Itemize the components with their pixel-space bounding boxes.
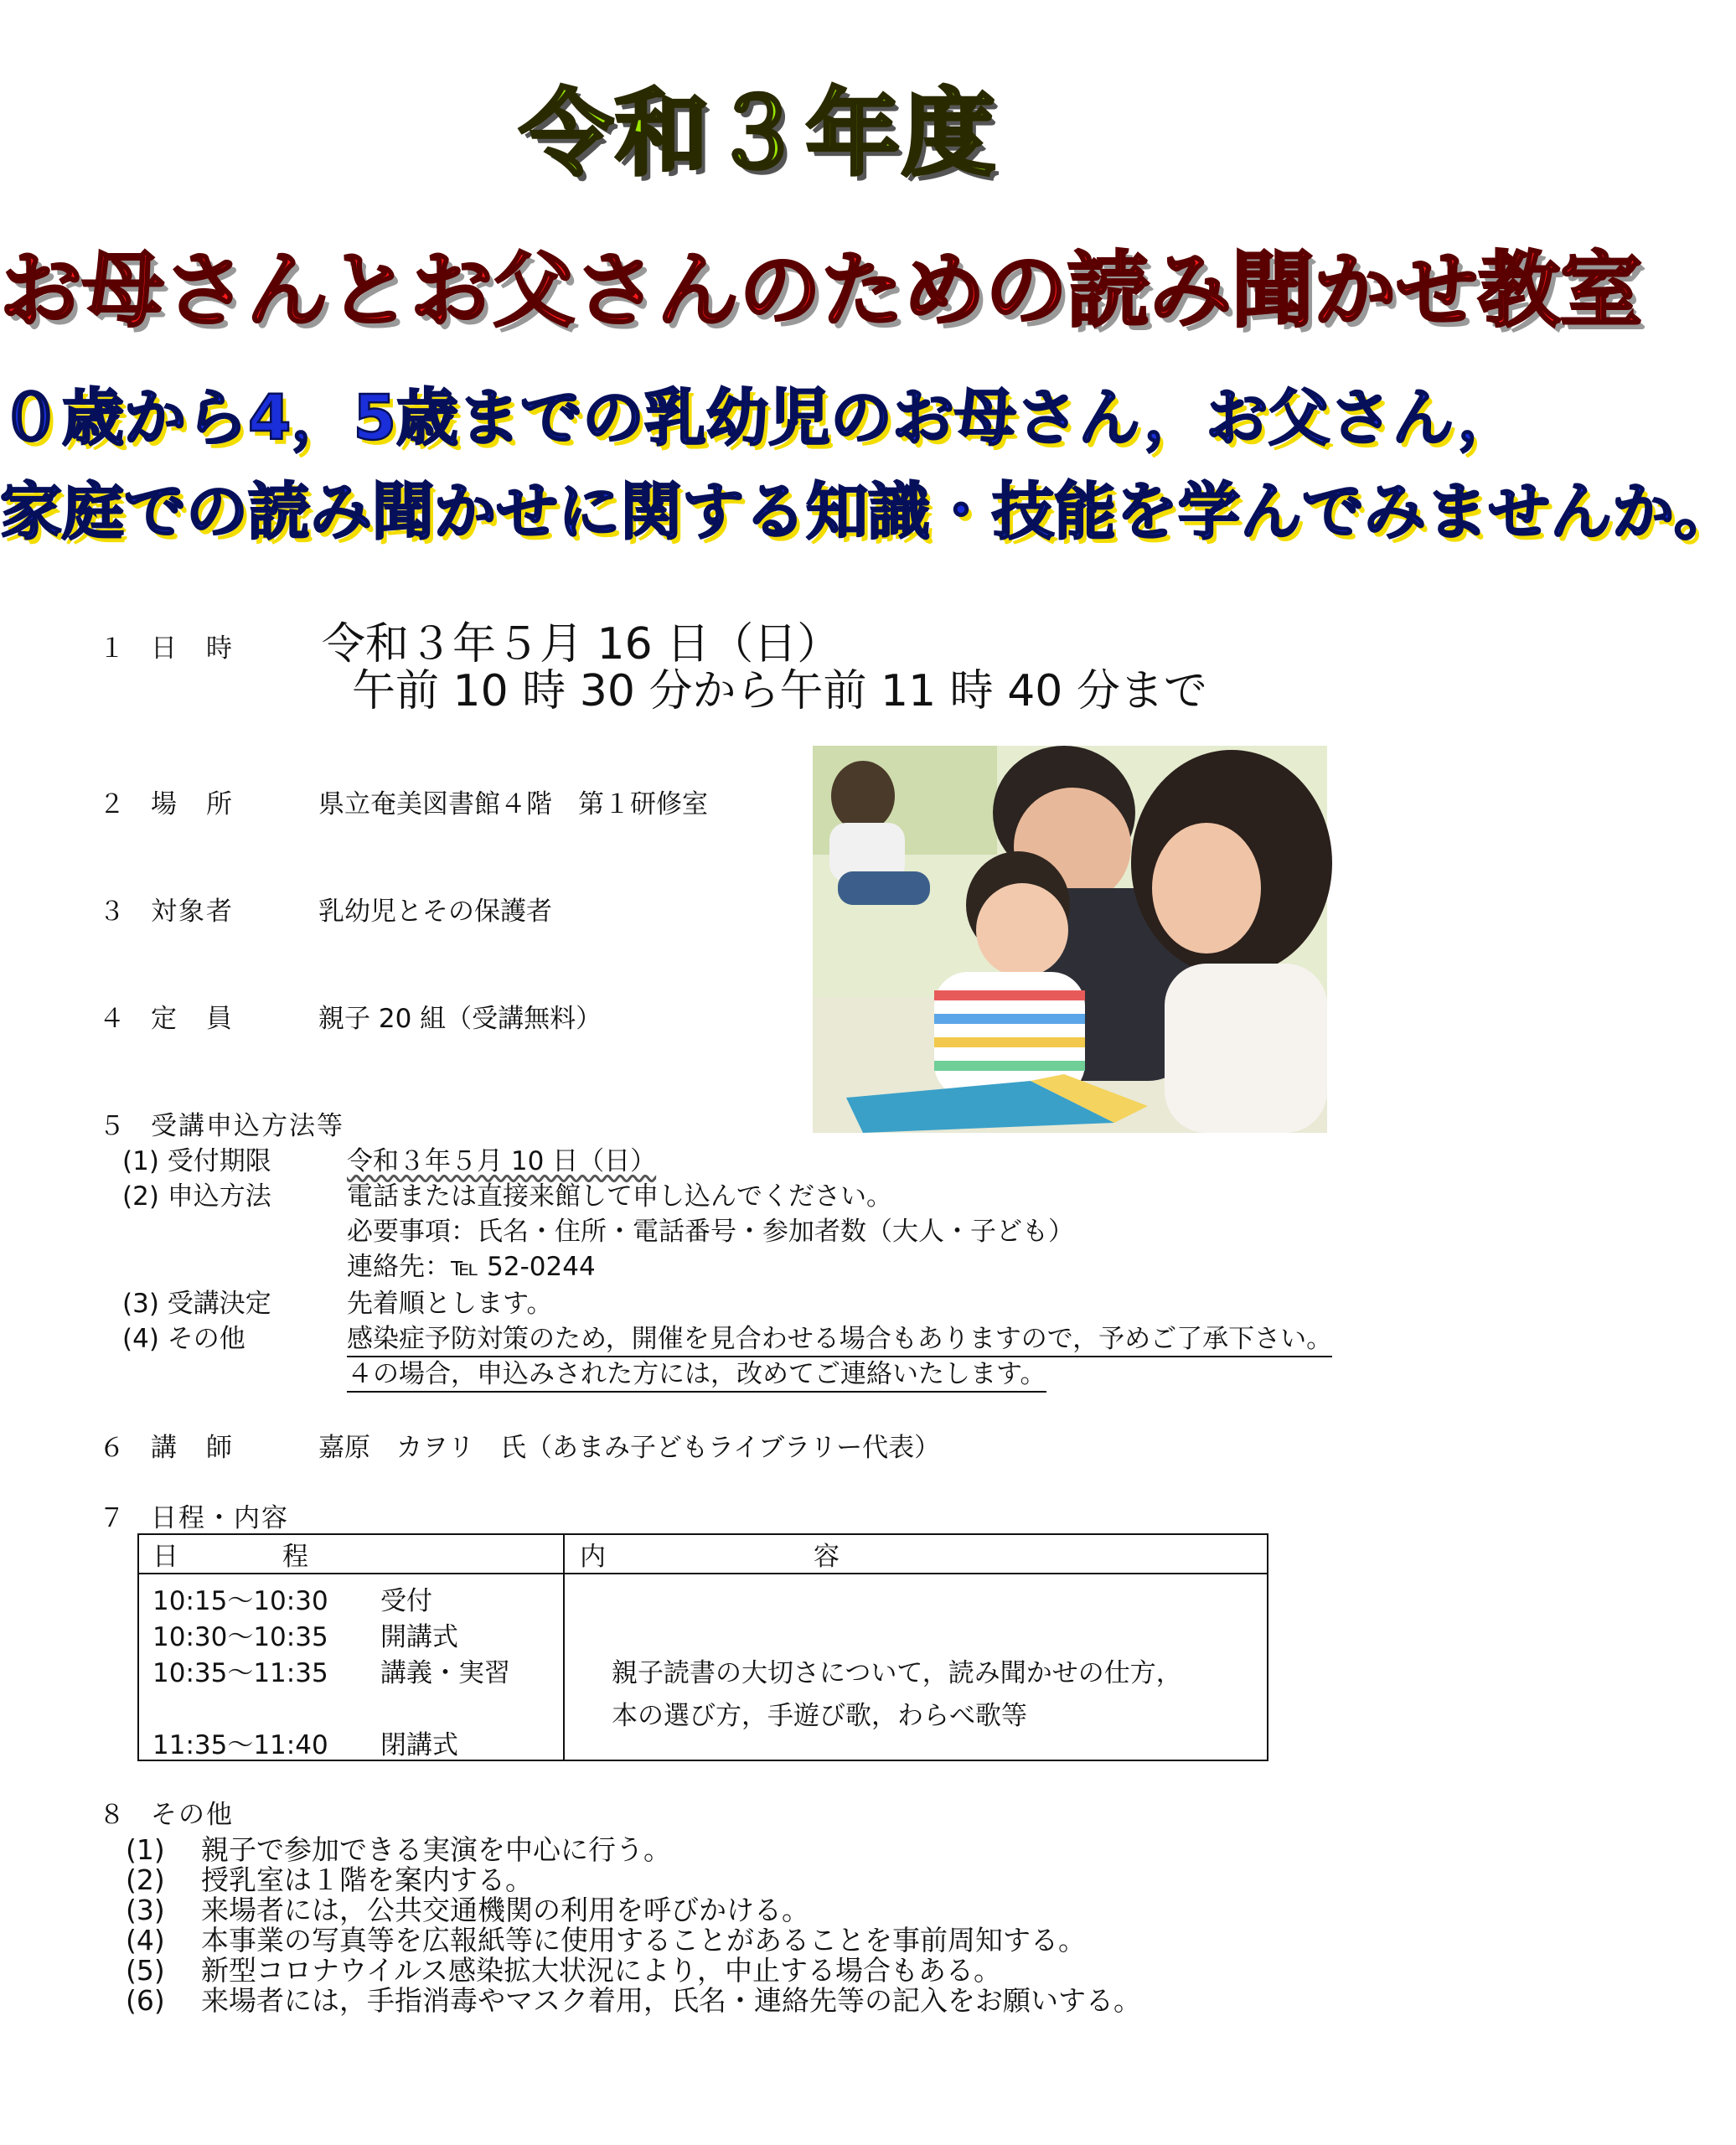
content-column-header: 内 容: [564, 1534, 1268, 1574]
content-cell: [564, 1574, 1268, 1760]
lecturer-value: 嘉原 カヲリ 氏（あまみ子どもライブラリー代表）: [318, 1433, 941, 1463]
schedule-item: 受付: [380, 1586, 432, 1616]
section-label: その他: [151, 1800, 234, 1830]
table-row: [139, 1615, 563, 1651]
schedule-cell: [138, 1574, 564, 1760]
headline-subtitle-line1: ０歳から4，5歳までの乳幼児のお母さん，お父さん，: [0, 382, 1520, 454]
capacity-value: 親子 20 組（受講無料）: [318, 1004, 602, 1034]
list-item: (3) 来場者には，公共交通機関の利用を呼びかける。: [126, 1894, 809, 1926]
section-number: ７: [99, 1503, 125, 1533]
event-time: 午前 10 時 30 分から午前 11 時 40 分まで: [352, 666, 1207, 716]
table-row: [139, 1724, 563, 1760]
event-date: 令和３年５月 16 日（日）: [322, 619, 841, 669]
list-item: (5) 新型コロナウイルス感染拡大状況により，中止する場合もある。: [126, 1954, 1002, 1987]
reading-photo: [813, 746, 1327, 1133]
list-item: (6) 来場者には，手指消毒やマスク着用，氏名・連絡先等の記入をお願いする。: [126, 1984, 1141, 2017]
section-number: ２: [99, 789, 125, 819]
section-number: １: [99, 633, 125, 664]
section-label: 日 時: [151, 633, 234, 664]
place-value: 県立奄美図書館４階 第１研修室: [318, 789, 708, 819]
content-line1: 親子読書の大切さについて，読み聞かせの仕方，: [612, 1658, 1182, 1688]
list-item: (4) 本事業の写真等を広報紙等に使用することがあることを事前周知する。: [126, 1924, 1086, 1956]
table-row: [139, 1651, 563, 1688]
section-number: ６: [99, 1433, 125, 1463]
schedule-item: 講義・実習: [380, 1658, 510, 1688]
content-line2: 本の選び方，手遊び歌，わらべ歌等: [612, 1701, 1027, 1731]
headline-subtitle-line2: 家庭での読み聞かせに関する知識・技能を学んでみませんか。: [0, 476, 1736, 548]
section-label: 場 所: [151, 789, 234, 819]
headline-year: 令和３年度: [519, 80, 997, 189]
section-number: ３: [99, 897, 125, 927]
section-label: 定 員: [151, 1004, 234, 1034]
section-label: 日程・内容: [151, 1503, 289, 1533]
table-row: [139, 1579, 563, 1615]
schedule-time: 10:35～11:35: [152, 1658, 328, 1688]
method-label: (2) 申込方法: [122, 1181, 271, 1212]
section-label: 対象者: [151, 897, 234, 927]
section-label: 講 師: [151, 1433, 234, 1463]
schedule-time: 10:15～10:30: [152, 1586, 328, 1616]
list-item: (2) 授乳室は１階を案内する。: [126, 1863, 533, 1896]
target-value: 乳幼児とその保護者: [318, 897, 552, 927]
decision-value: 先着順とします。: [347, 1289, 553, 1319]
deadline-label: (1) 受付期限: [122, 1146, 271, 1176]
headline-title: お母さんとお父さんのための読み聞かせ教室: [0, 243, 1643, 339]
schedule-time: 11:35～11:40: [152, 1730, 328, 1760]
other-line1: 感染症予防対策のため，開催を見合わせる場合もありますので，予めご了承下さい。: [347, 1324, 1332, 1357]
schedule-column-header: 日 程: [138, 1534, 564, 1574]
schedule-item: 開講式: [380, 1622, 458, 1652]
section-number: ８: [99, 1800, 125, 1830]
schedule-table: [137, 1533, 1268, 1761]
method-line1: 電話または直接来館して申し込んでください。: [347, 1181, 892, 1212]
decision-label: (3) 受講決定: [122, 1289, 271, 1319]
section-number: ４: [99, 1004, 125, 1034]
schedule-item: 閉講式: [380, 1730, 458, 1760]
schedule-time: 10:30～10:35: [152, 1622, 328, 1652]
section-label: 受講申込方法等: [151, 1111, 344, 1141]
contact-phone: 連絡先：℡ 52-0244: [347, 1252, 596, 1282]
list-item: (1) 親子で参加できる実演を中心に行う。: [126, 1833, 671, 1866]
deadline-value: 令和３年５月 10 日（日）: [347, 1146, 657, 1176]
other-line2: ４の場合，申込みされた方には，改めてご連絡いたします。: [347, 1359, 1046, 1393]
method-line2: 必要事項：氏名・住所・電話番号・参加者数（大人・子ども）: [347, 1217, 1074, 1247]
section-number: ５: [99, 1111, 125, 1141]
other-label: (4) その他: [122, 1324, 245, 1354]
